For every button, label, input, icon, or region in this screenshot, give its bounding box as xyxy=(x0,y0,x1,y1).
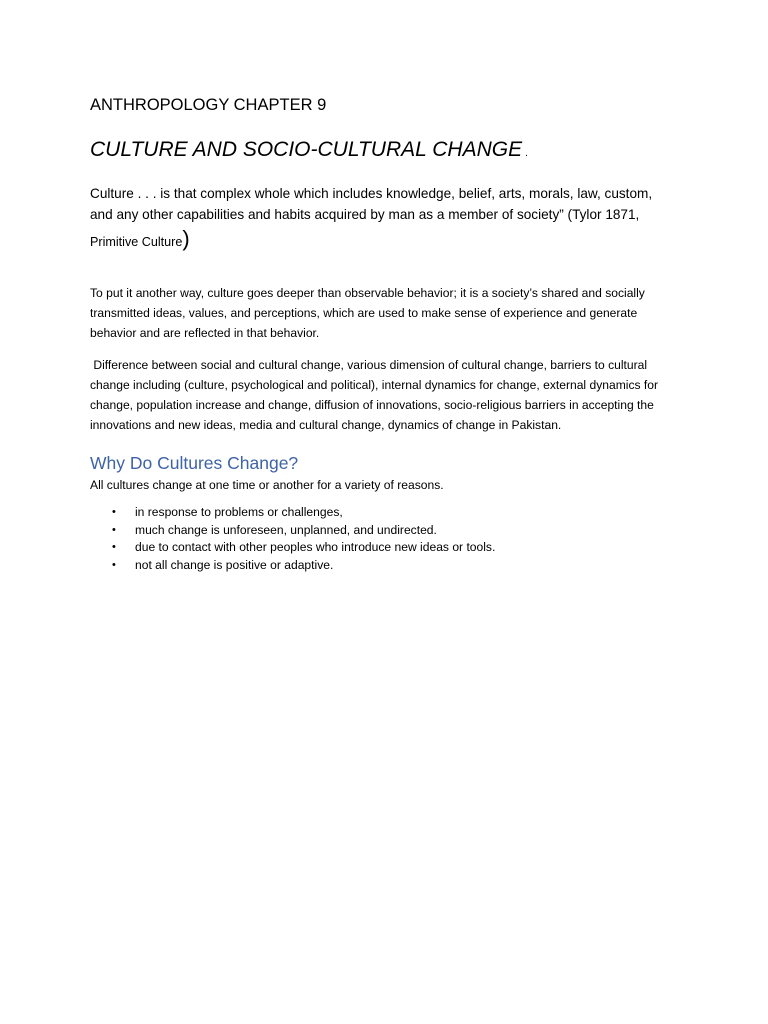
section-intro: All cultures change at one time or another for a variety of reasons. xyxy=(90,478,444,492)
chapter-heading: ANTHROPOLOGY CHAPTER 9 xyxy=(90,96,327,114)
bullet-marker: • xyxy=(112,541,116,554)
quote-source: Primitive Culture xyxy=(90,235,183,249)
document-title-text: CULTURE AND SOCIO-CULTURAL CHANGE xyxy=(90,138,523,161)
section-heading: Why Do Cultures Change? xyxy=(90,453,299,473)
list-item-text: due to contact with other peoples who introduce new ideas or tools. xyxy=(135,540,496,555)
list-item xyxy=(90,557,495,575)
quote-line-2: and any other capabilities and habits acquired by man as a member of society” (Tylor 1871, xyxy=(90,207,640,222)
bullet-marker: • xyxy=(112,523,116,536)
list-item xyxy=(90,504,495,522)
paragraph-topics: Difference between social and cultural change, various dimension of cultural change, barriers to cultural change including (culture, psychological and political), internal dynamics for change, external dynamics for change, population increase and change, diffusion of innovations, socio-religious barriers in accepting the innovations and new ideas, media and cultural change, dynamics of change in Pakistan. xyxy=(90,358,659,432)
quote-line-3 xyxy=(90,226,680,253)
list-item-text: in response to problems or challenges, xyxy=(135,505,343,519)
document-title xyxy=(90,138,528,162)
document-title-suffix: . xyxy=(525,148,528,159)
bullet-marker: • xyxy=(112,506,116,518)
paragraph-definition: To put it another way, culture goes deeper than observable behavior; it is a society’s shared and socially transmitted ideas, values, and perceptions, which are used to make sense of experience and generate behavior and are reflected in that behavior. xyxy=(90,286,645,340)
quote-closing-paren: ) xyxy=(182,226,190,251)
list-item xyxy=(90,539,495,557)
bullet-list xyxy=(90,504,495,575)
list-item-text: not all change is positive or adaptive. xyxy=(135,558,334,573)
tylor-quote xyxy=(90,183,680,253)
quote-line-1: Culture . . . is that complex whole which includes knowledge, belief, arts, morals, law, custom, xyxy=(90,186,653,201)
list-item xyxy=(90,522,495,540)
bullet-marker: • xyxy=(112,559,116,572)
list-item-text: much change is unforeseen, unplanned, and undirected. xyxy=(135,522,437,537)
